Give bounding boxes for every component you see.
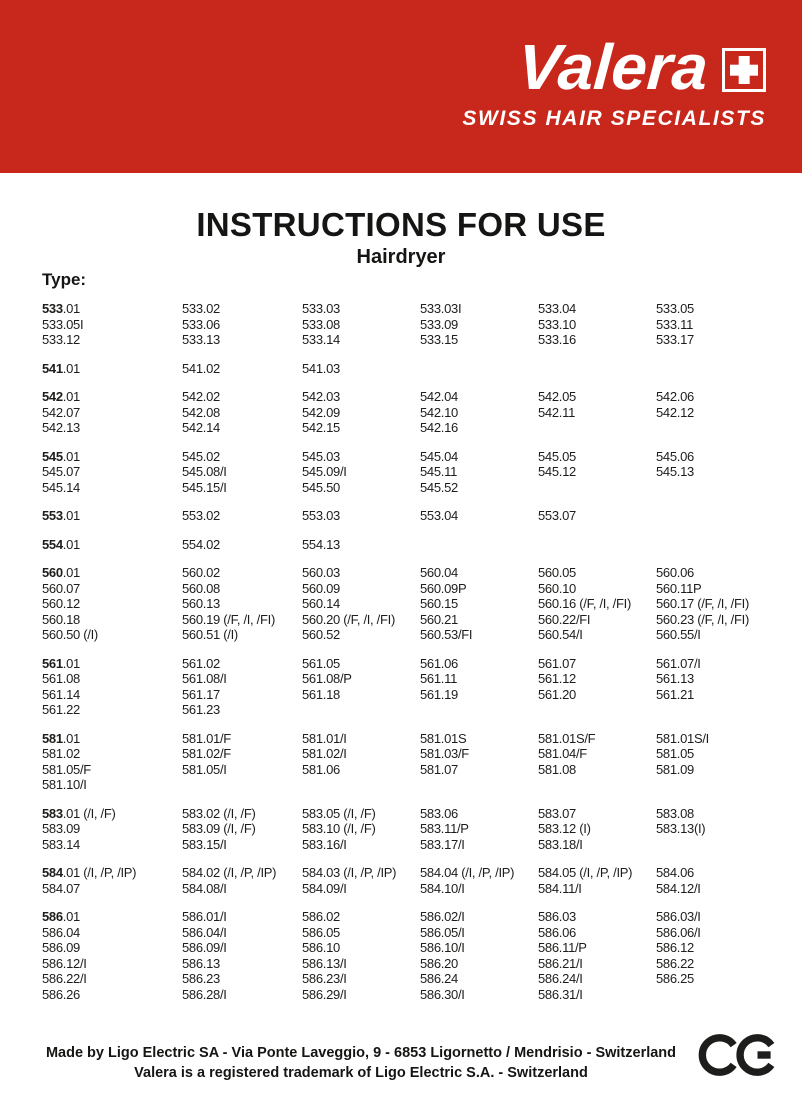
table-row: [42, 565, 772, 581]
type-group-584: [42, 865, 772, 896]
model-number: 542.03: [302, 389, 340, 404]
model-number: 583.07: [538, 805, 576, 821]
model-number: 586.20: [420, 955, 458, 971]
page-title: INSTRUCTIONS FOR USE: [196, 206, 606, 243]
model-number: 553.07: [538, 508, 576, 523]
model-number: 583.10 (/I, /F): [302, 821, 376, 836]
model-number: 586.02/I: [420, 909, 465, 924]
model-number: 560.01: [42, 565, 80, 580]
model-number: 581.01/I: [302, 730, 347, 746]
model-number: 533.05I: [42, 316, 84, 332]
model-number: 533.16: [538, 332, 576, 347]
model-number: 584.08/I: [182, 880, 227, 896]
model-number: 560.23 (/F, /I, /FI): [656, 611, 749, 627]
table-row: [42, 777, 772, 793]
model-number: 542.13: [42, 420, 80, 435]
model-number: 583.13(I): [656, 821, 706, 836]
table-row: [42, 627, 772, 643]
model-number: 560.14: [302, 596, 340, 611]
table-row: [42, 656, 772, 672]
model-number: 561.06: [420, 655, 458, 671]
model-number: 583.17/I: [420, 836, 465, 852]
model-number: 586.22: [656, 955, 694, 971]
model-number: 586.26: [42, 986, 80, 1002]
model-number: 542.16: [420, 420, 458, 435]
table-row: [42, 987, 772, 1003]
model-number: 560.16 (/F, /I, /FI): [538, 596, 631, 611]
model-number: 560.11P: [656, 580, 702, 596]
table-row: [42, 671, 772, 687]
valera-wordmark: Valera: [515, 31, 711, 103]
model-number: 533.09: [420, 316, 458, 332]
model-number: 554.02: [182, 536, 220, 552]
brand-tagline: SWISS HAIR SPECIALISTS: [462, 107, 766, 130]
model-number: 584.03 (/I, /P, /IP): [302, 865, 397, 880]
table-row: [42, 925, 772, 941]
model-number: 542.07: [42, 404, 80, 420]
model-number: 560.18: [42, 611, 80, 627]
model-number: 583.15/I: [182, 836, 227, 852]
table-row: [42, 971, 772, 987]
model-number: 560.17 (/F, /I, /FI): [656, 596, 749, 611]
model-number: 561.13: [656, 671, 694, 686]
model-number: 586.24/I: [538, 971, 583, 986]
model-number: 581.09: [656, 761, 694, 777]
table-row: [42, 956, 772, 972]
model-number: 586.10/I: [420, 940, 465, 955]
model-number: 560.20 (/F, /I, /FI): [302, 611, 395, 627]
model-number: 541.01: [42, 360, 80, 376]
model-number: 560.22/FI: [538, 611, 591, 627]
model-number: 581.01/F: [182, 730, 231, 746]
table-row: [42, 837, 772, 853]
model-number: 586.30/I: [420, 986, 465, 1002]
model-number: 560.15: [420, 596, 458, 611]
type-group-542: [42, 389, 772, 436]
model-number: 586.06: [538, 924, 576, 940]
table-row: [42, 480, 772, 496]
model-number: 586.12: [656, 940, 694, 955]
model-number: 545.02: [182, 448, 220, 464]
model-number: 581.01S: [420, 730, 467, 746]
model-number: 542.06: [656, 389, 694, 404]
model-number: 583.05 (/I, /F): [302, 805, 376, 821]
model-number: 583.09 (/I, /F): [182, 821, 256, 836]
model-number: 545.03: [302, 448, 340, 464]
model-number: 553.03: [302, 508, 340, 523]
model-number: 581.07: [420, 761, 458, 777]
model-number: 581.06: [302, 761, 340, 777]
table-row: [42, 449, 772, 465]
model-number: 561.22: [42, 702, 80, 717]
model-number: 586.29/I: [302, 986, 347, 1002]
model-number: 533.03: [302, 301, 340, 316]
model-number: 561.20: [538, 686, 576, 702]
model-number: 533.11: [656, 316, 693, 332]
model-number: 545.50: [302, 479, 340, 495]
table-row: [42, 361, 772, 377]
table-row: [42, 537, 772, 553]
model-number: 584.04 (/I, /P, /IP): [420, 865, 515, 880]
model-number: 560.09: [302, 580, 340, 596]
model-number: 541.03: [302, 360, 340, 376]
model-number: 545.08/I: [182, 464, 227, 479]
model-number: 545.12: [538, 464, 576, 479]
model-number: 554.13: [302, 536, 340, 552]
brand-header-band: [0, 0, 802, 173]
model-number: 586.12/I: [42, 955, 87, 971]
model-number: 560.02: [182, 565, 220, 580]
model-number: 561.14: [42, 686, 80, 702]
model-number: 560.13: [182, 596, 220, 611]
model-number: 542.08: [182, 404, 220, 420]
model-number: 542.12: [656, 404, 694, 420]
model-number: 584.05 (/I, /P, /IP): [538, 865, 633, 880]
model-number: 533.12: [42, 332, 80, 347]
table-row: [42, 301, 772, 317]
model-number: 584.06: [656, 865, 694, 880]
model-number: 561.08: [42, 671, 80, 686]
model-number: 583.11/P: [420, 821, 469, 836]
model-number: 533.05: [656, 301, 694, 316]
model-number: 561.08/I: [182, 671, 227, 686]
type-group-554: [42, 537, 772, 553]
model-number: 581.04/F: [538, 746, 587, 761]
model-number: 586.11/P: [538, 940, 587, 955]
table-row: [42, 881, 772, 897]
type-group-545: [42, 449, 772, 496]
model-number: 584.07: [42, 880, 80, 896]
model-number: 581.05: [656, 746, 694, 761]
model-number: 542.02: [182, 389, 220, 404]
model-number: 542.04: [420, 389, 458, 404]
model-number: 553.01: [42, 508, 80, 523]
model-number: 560.06: [656, 565, 694, 580]
type-group-541: [42, 361, 772, 377]
model-number: 560.12: [42, 596, 80, 611]
model-number: 581.05/I: [182, 761, 227, 777]
model-number: 542.05: [538, 389, 576, 404]
model-number: 545.15/I: [182, 479, 227, 495]
model-number: 533.14: [302, 332, 340, 347]
model-number: 561.19: [420, 686, 458, 702]
model-number: 561.11: [420, 671, 457, 686]
model-number: 561.01: [42, 655, 80, 671]
type-group-586: [42, 909, 772, 1002]
model-number: 586.01: [42, 909, 80, 924]
model-number: 545.01: [42, 448, 80, 464]
model-number: 584.09/I: [302, 880, 347, 896]
model-number: 586.06/I: [656, 924, 701, 940]
model-number: 560.52: [302, 627, 340, 642]
model-number: 561.21: [656, 686, 694, 702]
model-number: 561.12: [538, 671, 576, 686]
model-number: 581.02: [42, 746, 80, 761]
model-number: 586.25: [656, 971, 694, 986]
model-number: 560.07: [42, 580, 80, 596]
type-table: [42, 301, 772, 1002]
table-row: [42, 508, 772, 524]
model-number: 584.12/I: [656, 880, 701, 896]
model-number: 545.13: [656, 464, 694, 479]
table-row: [42, 317, 772, 333]
model-number: 561.02: [182, 655, 220, 671]
model-number: 561.07/I: [656, 655, 701, 671]
model-number: 584.02 (/I, /P, /IP): [182, 865, 277, 880]
model-number: 561.07: [538, 655, 576, 671]
model-number: 560.53/FI: [420, 627, 473, 642]
model-number: 586.23/I: [302, 971, 347, 986]
model-number: 586.13: [182, 955, 220, 971]
ce-mark-icon: [696, 1027, 778, 1083]
valera-logo: [462, 31, 766, 131]
model-number: 533.13: [182, 332, 220, 347]
model-number: 586.28/I: [182, 986, 227, 1002]
model-number: 583.06: [420, 805, 458, 821]
model-number: 533.17: [656, 332, 694, 347]
model-number: 553.02: [182, 508, 220, 523]
model-number: 560.51 (/I): [182, 627, 238, 642]
table-row: [42, 909, 772, 925]
model-number: 553.04: [420, 508, 458, 523]
table-row: [42, 581, 772, 597]
table-row: [42, 762, 772, 778]
type-group-553: [42, 508, 772, 524]
model-number: 586.05: [302, 924, 340, 940]
model-number: 533.03I: [420, 301, 462, 316]
model-number: 586.09/I: [182, 940, 227, 955]
model-number: 533.10: [538, 316, 576, 332]
swiss-cross-icon: [722, 48, 766, 92]
model-number: 586.03/I: [656, 909, 701, 924]
model-number: 581.08: [538, 761, 576, 777]
table-row: [42, 702, 772, 718]
model-number: 586.13/I: [302, 955, 347, 971]
model-number: 583.12 (I): [538, 821, 591, 836]
type-label: Type:: [42, 270, 87, 289]
model-number: 560.55/I: [656, 627, 701, 642]
model-number: 581.03/F: [420, 746, 469, 761]
model-number: 542.11: [538, 404, 575, 420]
table-row: [42, 821, 772, 837]
model-number: 581.05/F: [42, 761, 91, 777]
type-group-583: [42, 806, 772, 853]
model-number: 542.14: [182, 420, 220, 435]
type-group-581: [42, 731, 772, 793]
model-number: 583.08: [656, 805, 694, 821]
model-number: 533.01: [42, 301, 80, 316]
page-subtitle: Hairdryer: [356, 246, 446, 268]
table-row: [42, 596, 772, 612]
model-number: 545.07: [42, 464, 80, 479]
model-number: 586.04: [42, 924, 80, 940]
type-group-560: [42, 565, 772, 643]
model-number: 561.18: [302, 686, 340, 702]
model-number: 586.24: [420, 971, 458, 986]
model-number: 545.06: [656, 448, 694, 464]
table-row: [42, 464, 772, 480]
model-number: 533.06: [182, 316, 220, 332]
model-number: 581.02/I: [302, 746, 347, 761]
model-number: 561.17: [182, 686, 220, 702]
model-number: 586.04/I: [182, 924, 227, 940]
table-row: [42, 612, 772, 628]
model-number: 583.02 (/I, /F): [182, 805, 256, 821]
model-number: 586.05/I: [420, 924, 465, 940]
table-row: [42, 405, 772, 421]
model-number: 545.05: [538, 448, 576, 464]
type-group-533: [42, 301, 772, 348]
table-row: [42, 389, 772, 405]
model-number: 581.10/I: [42, 777, 87, 792]
table-row: [42, 731, 772, 747]
model-number: 542.10: [420, 404, 458, 420]
model-number: 586.02: [302, 909, 340, 924]
model-number: 533.02: [182, 301, 220, 316]
model-number: 545.11: [420, 464, 457, 479]
model-number: 581.01S/I: [656, 730, 709, 746]
table-row: [42, 865, 772, 881]
model-number: 586.03: [538, 909, 576, 924]
table-row: [42, 940, 772, 956]
model-number: 583.14: [42, 836, 80, 852]
model-number: 586.31/I: [538, 986, 583, 1002]
model-number: 584.11/I: [538, 880, 582, 896]
footer-trademark-line: Valera is a registered trademark of Ligo Electric S.A. - Switzerland: [134, 1065, 588, 1081]
model-number: 560.54/I: [538, 627, 583, 642]
model-number: 586.22/I: [42, 971, 87, 986]
model-number: 533.15: [420, 332, 458, 347]
model-number: 586.10: [302, 940, 340, 955]
model-number: 561.23: [182, 702, 220, 717]
model-number: 560.50 (/I): [42, 627, 98, 642]
model-number: 586.23: [182, 971, 220, 986]
model-number: 542.15: [302, 420, 340, 435]
model-number: 542.09: [302, 404, 340, 420]
model-number: 545.52: [420, 479, 458, 495]
model-number: 560.05: [538, 565, 576, 580]
footer: [0, 1043, 722, 1083]
model-number: 533.04: [538, 301, 576, 316]
model-number: 560.04: [420, 565, 458, 580]
model-number: 533.08: [302, 316, 340, 332]
model-number: 584.10/I: [420, 880, 465, 896]
model-number: 561.05: [302, 655, 340, 671]
model-number: 541.02: [182, 360, 220, 376]
model-number: 583.18/I: [538, 836, 583, 852]
model-number: 560.03: [302, 565, 340, 580]
model-number: 584.01 (/I, /P, /IP): [42, 865, 137, 880]
model-number: 561.08/P: [302, 671, 352, 686]
model-number: 545.09/I: [302, 464, 347, 479]
type-group-561: [42, 656, 772, 718]
model-number: 560.10: [538, 580, 576, 596]
model-number: 583.01 (/I, /F): [42, 805, 116, 821]
model-number: 545.14: [42, 479, 80, 495]
model-number: 542.01: [42, 389, 80, 404]
model-number: 586.21/I: [538, 955, 583, 971]
model-number: 545.04: [420, 448, 458, 464]
model-number: 583.09: [42, 821, 80, 836]
model-number: 554.01: [42, 536, 80, 552]
model-number: 586.09: [42, 940, 80, 955]
footer-manufacturer-line: Made by Ligo Electric SA - Via Ponte Laveggio, 9 - 6853 Ligornetto / Mendrisio - Switzerland: [45, 1045, 677, 1061]
table-row: [42, 420, 772, 436]
model-number: 581.01S/F: [538, 730, 596, 746]
table-row: [42, 687, 772, 703]
model-number: 560.08: [182, 580, 220, 596]
model-number: 560.21: [420, 611, 458, 627]
table-row: [42, 806, 772, 822]
model-number: 560.09P: [420, 580, 467, 596]
table-row: [42, 746, 772, 762]
model-number: 586.01/I: [182, 909, 227, 924]
table-row: [42, 332, 772, 348]
model-number: 583.16/I: [302, 836, 347, 852]
model-number: 581.01: [42, 730, 80, 746]
model-number: 560.19 (/F, /I, /FI): [182, 611, 275, 627]
model-number: 581.02/F: [182, 746, 231, 761]
